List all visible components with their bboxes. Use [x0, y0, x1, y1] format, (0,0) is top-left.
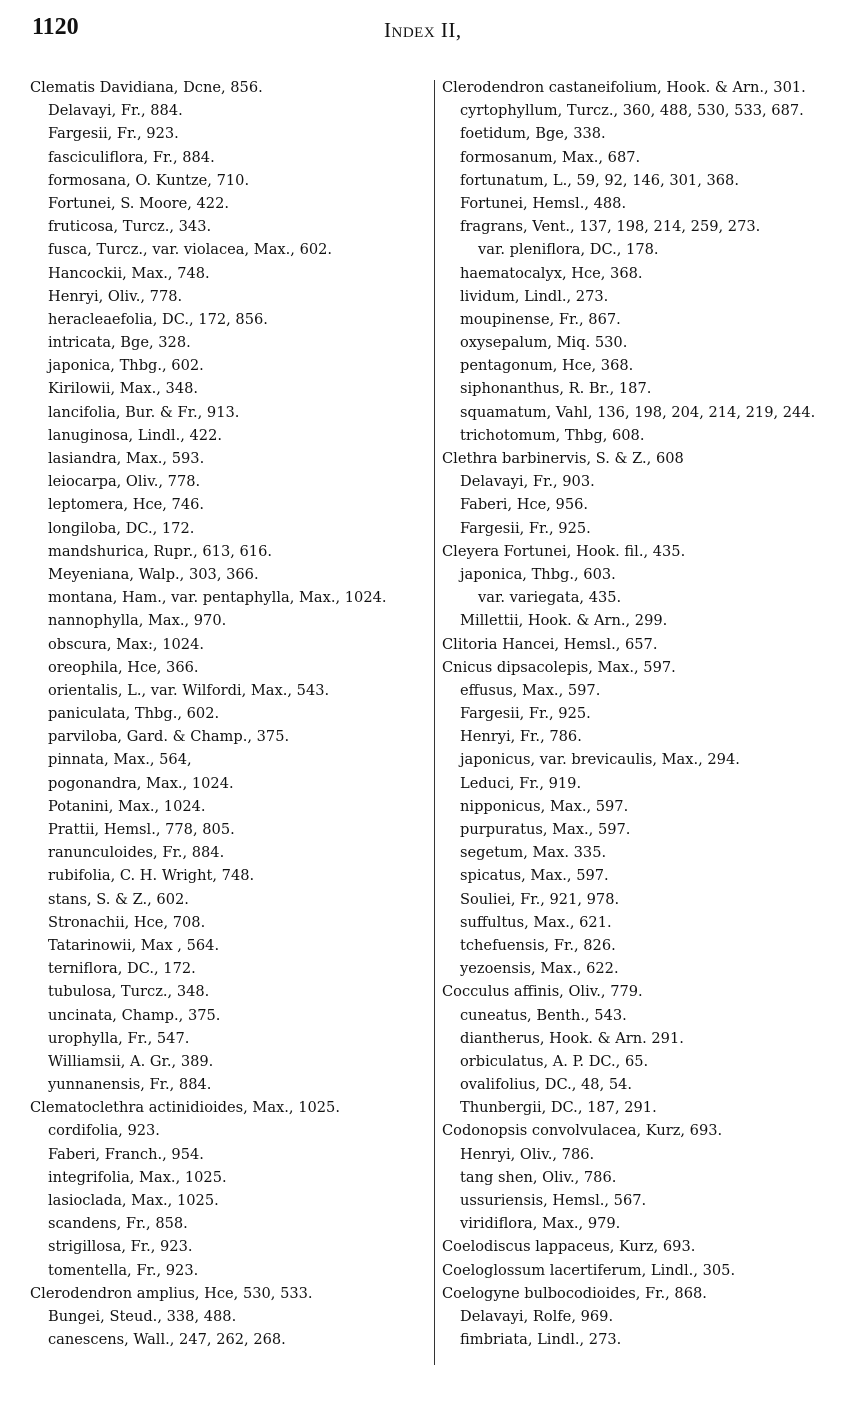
index-entry: ranunculoides, Fr., 884. [48, 844, 225, 862]
index-entry: Stronachii, Hce, 708. [48, 913, 206, 931]
index-entry: montana, Ham., var. pentaphylla, Max., 1024. [48, 589, 387, 607]
index-entry: lasiandra, Max., 593. [48, 450, 205, 467]
index-entry: fragrans, Vent., 137, 198, 214, 259, 273. [460, 218, 761, 236]
index-entry: pinnata, Max., 564, [48, 751, 192, 769]
index-entry: cuneatus, Benth., 543. [460, 1006, 627, 1024]
index-entry: canescens, Wall., 247, 262, 268. [48, 1331, 286, 1349]
index-entry: var. variegata, 435. [478, 589, 622, 607]
index-entry: siphonanthus, R. Br., 187. [460, 380, 652, 398]
index-entry-genus: Clethra barbinervis, S. & Z., 608 [442, 450, 684, 467]
index-entry: Hancockii, Max., 748. [48, 264, 210, 282]
index-entry: integrifolia, Max., 1025. [48, 1168, 227, 1186]
index-entry: formosanum, Max., 687. [460, 148, 641, 166]
index-entry: Kirilowii, Max., 348. [48, 380, 199, 398]
index-entry-genus: Clerodendron castaneifolium, Hook. & Arn., 301. [442, 79, 806, 96]
index-entry-genus: Clerodendron amplius, Hce, 530, 533. [30, 1284, 313, 1302]
index-entry: orientalis, L., var. Wilfordi, Max., 543. [48, 681, 330, 699]
index-entry: japonica, Thbg., 602. [48, 357, 204, 375]
index-entry: fasciculiflora, Fr., 884. [48, 148, 215, 166]
index-entry: mandshurica, Rupr., 613, 616. [48, 542, 273, 560]
index-entry: Prattii, Hemsl., 778, 805. [48, 821, 235, 838]
index-column-left [30, 76, 432, 1351]
index-entry-genus: Cleyera Fortunei, Hook. fil., 435. [442, 542, 686, 560]
index-entry-genus: Cocculus affinis, Oliv., 779. [442, 983, 643, 1001]
index-entry: Williamsii, A. Gr., 389. [48, 1052, 214, 1070]
running-title: Index II, [384, 18, 462, 42]
index-entry: cordifolia, 923. [48, 1122, 160, 1140]
index-entry: Meyeniana, Walp., 303, 366. [48, 565, 259, 583]
index-entry: tubulosa, Turcz., 348. [48, 983, 210, 1001]
index-entry: urophylla, Fr., 547. [48, 1029, 190, 1047]
index-entry: Fargesii, Fr., 925. [460, 519, 591, 537]
index-entry: Delavayi, Rolfe, 969. [460, 1307, 614, 1325]
index-entry-genus: Cnicus dipsacolepis, Max., 597. [442, 658, 676, 676]
index-entry: orbiculatus, A. P. DC., 65. [460, 1052, 649, 1070]
index-entry: rubifolia, C. H. Wright, 748. [48, 867, 255, 885]
index-entry: stans, S. & Z., 602. [48, 890, 189, 908]
index-entry: pentagonum, Hce, 368. [460, 357, 634, 375]
index-entry: heracleaefolia, DC., 172, 856. [48, 310, 268, 328]
index-entry: tang shen, Oliv., 786. [460, 1168, 617, 1186]
index-entry: purpuratus, Max., 597. [460, 821, 631, 838]
index-column-right [442, 76, 842, 1351]
index-entry: Faberi, Hce, 956. [460, 496, 589, 514]
index-entry: fruticosa, Turcz., 343. [48, 218, 212, 236]
index-entry: Tatarinowii, Max , 564. [48, 936, 220, 954]
index-entry: diantherus, Hook. & Arn. 291. [460, 1029, 684, 1047]
index-entry: japonica, Thbg., 603. [460, 565, 616, 583]
index-entry: haematocalyx, Hce, 368. [460, 264, 643, 282]
index-entry: yunnanensis, Fr., 884. [48, 1076, 212, 1094]
index-entry: nipponicus, Max., 597. [460, 797, 629, 815]
index-entry: Bungei, Steud., 338, 488. [48, 1307, 237, 1325]
index-entry: lancifolia, Bur. & Fr., 913. [48, 403, 240, 421]
index-entry: oxysepalum, Miq. 530. [460, 334, 628, 352]
index-entry: spicatus, Max., 597. [460, 867, 609, 885]
index-entry: japonicus, var. brevicaulis, Max., 294. [460, 751, 740, 769]
index-entry: fusca, Turcz., var. violacea, Max., 602. [48, 241, 333, 259]
index-entry: foetidum, Bge, 338. [460, 125, 606, 143]
index-entry: oreophila, Hce, 366. [48, 658, 199, 676]
index-entry: squamatum, Vahl, 136, 198, 204, 214, 219, 244. [460, 403, 816, 421]
index-entry-genus: Coelogyne bulbocodioides, Fr., 868. [442, 1284, 707, 1302]
index-entry: Leduci, Fr., 919. [460, 774, 582, 792]
index-entry: suffultus, Max., 621. [460, 913, 612, 931]
index-entry: yezoensis, Max., 622. [460, 960, 619, 978]
index-entry-genus: Coeloglossum lacertiferum, Lindl., 305. [442, 1261, 736, 1279]
index-entry-genus: Clematis Davidiana, Dcne, 856. [30, 79, 263, 96]
index-entry: var. pleniflora, DC., 178. [478, 241, 659, 259]
index-entry: fimbriata, Lindl., 273. [460, 1331, 622, 1349]
index-entry: uncinata, Champ., 375. [48, 1006, 221, 1024]
index-entry: lasioclada, Max., 1025. [48, 1192, 219, 1209]
index-entry: formosana, O. Kuntze, 710. [48, 171, 250, 189]
index-entry: cyrtophyllum, Turcz., 360, 488, 530, 533, 687. [460, 102, 804, 120]
index-entry-genus: Codonopsis convolvulacea, Kurz, 693. [442, 1122, 723, 1140]
index-entry: strigillosa, Fr., 923. [48, 1238, 193, 1256]
index-entry: parviloba, Gard. & Champ., 375. [48, 728, 290, 746]
index-entry: ovalifolius, DC., 48, 54. [460, 1076, 633, 1094]
index-entry: fortunatum, L., 59, 92, 146, 301, 368. [460, 171, 739, 189]
index-entry-genus: Clematoclethra actinidioides, Max., 1025. [30, 1099, 340, 1117]
index-entry: pogonandra, Max., 1024. [48, 774, 234, 792]
page-number: 1120 [32, 14, 79, 40]
index-entry: Fortunei, S. Moore, 422. [48, 194, 229, 212]
index-entry: Henryi, Oliv., 786. [460, 1145, 595, 1163]
index-entry: Potanini, Max., 1024. [48, 797, 206, 815]
index-entry: Thunbergii, DC., 187, 291. [460, 1099, 657, 1117]
index-entry: Henryi, Fr., 786. [460, 728, 582, 746]
index-entry: Millettii, Hook. & Arn., 299. [460, 612, 668, 630]
index-entry: Fortunei, Hemsl., 488. [460, 194, 627, 212]
index-entry: ussuriensis, Hemsl., 567. [460, 1192, 647, 1209]
index-entry: intricata, Bge, 328. [48, 334, 191, 352]
index-entry: lanuginosa, Lindl., 422. [48, 426, 223, 444]
index-entry: tomentella, Fr., 923. [48, 1261, 199, 1279]
index-entry: scandens, Fr., 858. [48, 1215, 188, 1233]
index-entry: obscura, Max:, 1024. [48, 635, 204, 653]
index-entry: moupinense, Fr., 867. [460, 310, 621, 328]
index-entry-genus: Coelodiscus lappaceus, Kurz, 693. [442, 1238, 696, 1256]
index-entry: effusus, Max., 597. [460, 681, 601, 699]
index-entry: nannophylla, Max., 970. [48, 612, 227, 630]
index-entry: tchefuensis, Fr., 826. [460, 936, 616, 954]
index-entry: Fargesii, Fr., 923. [48, 125, 179, 143]
index-entry: Fargesii, Fr., 925. [460, 705, 591, 723]
column-divider [434, 80, 435, 1365]
index-entry: Delavayi, Fr., 884. [48, 102, 183, 120]
index-entry: paniculata, Thbg., 602. [48, 705, 220, 723]
index-entry: longiloba, DC., 172. [48, 519, 195, 537]
index-entry: viridiflora, Max., 979. [460, 1215, 621, 1233]
index-entry: Henryi, Oliv., 778. [48, 287, 183, 305]
index-entry: Souliei, Fr., 921, 978. [460, 890, 620, 908]
index-entry: leiocarpa, Oliv., 778. [48, 473, 201, 491]
index-entry: lividum, Lindl., 273. [460, 287, 609, 305]
index-entry: Faberi, Franch., 954. [48, 1145, 204, 1163]
index-entry: leptomera, Hce, 746. [48, 496, 205, 514]
index-entry: trichotomum, Thbg, 608. [460, 426, 645, 444]
index-entry: terniflora, DC., 172. [48, 960, 196, 978]
index-entry: Delavayi, Fr., 903. [460, 473, 595, 491]
index-entry-genus: Clitoria Hancei, Hemsl., 657. [442, 635, 658, 653]
index-entry: segetum, Max. 335. [460, 844, 607, 862]
